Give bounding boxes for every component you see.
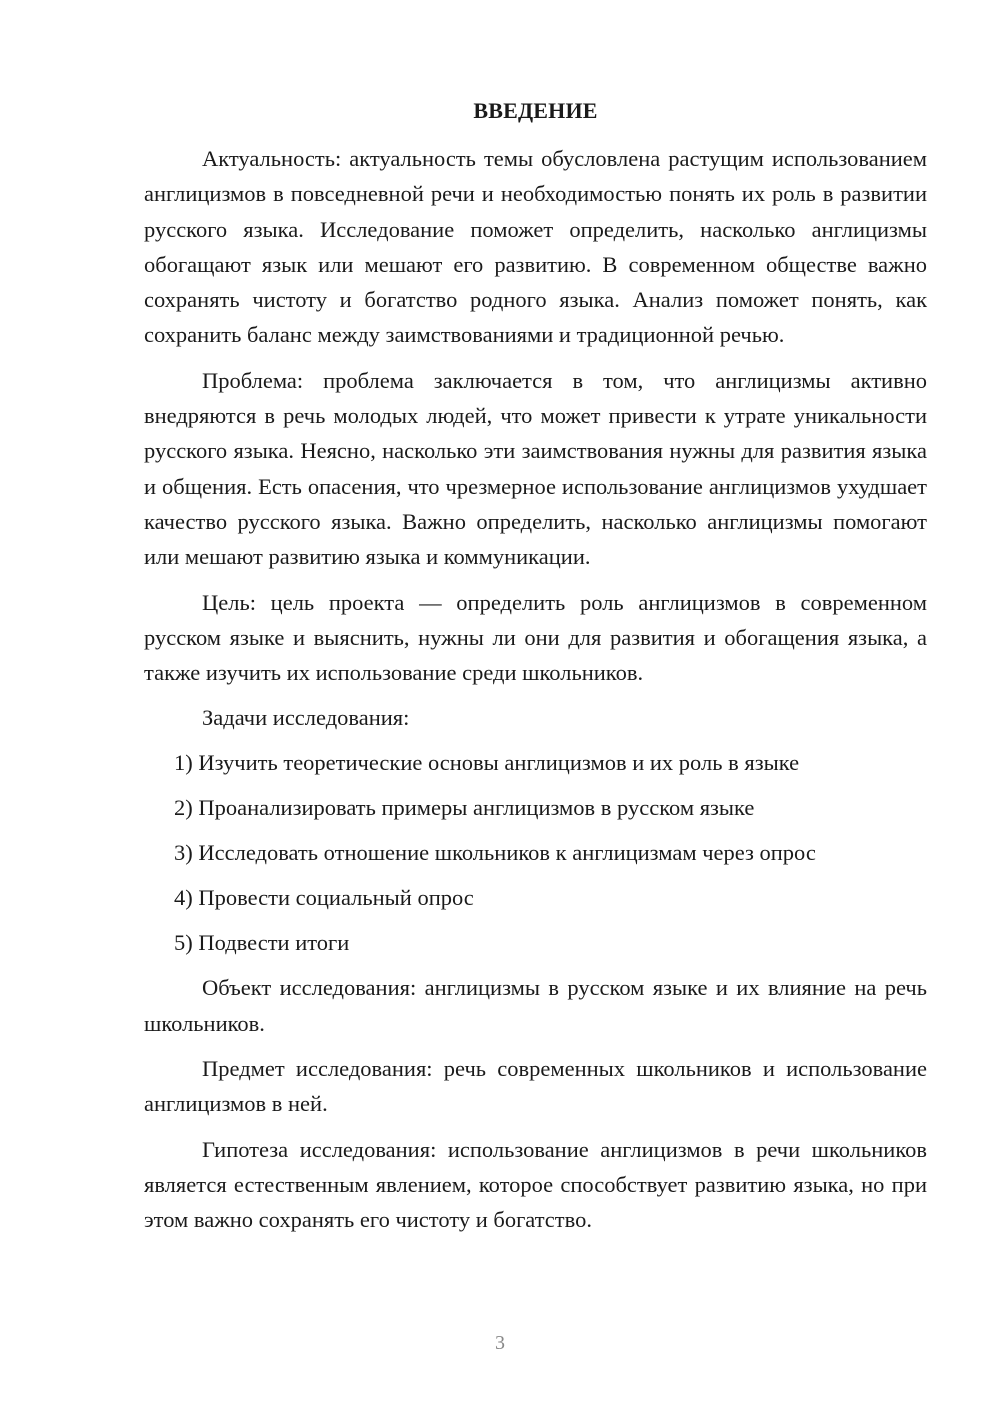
task-item: 1) Изучить теоретические основы англицизмов и их роль в языке (174, 750, 800, 776)
page-heading: ВВЕДЕНИЕ (473, 98, 598, 123)
task-item: 2) Проанализировать примеры англицизмов в русском языке (174, 795, 755, 821)
tasks-list (144, 745, 927, 960)
task-item: 3) Исследовать отношение школьников к англицизмам через опрос (174, 840, 816, 866)
paragraph-subject: Предмет исследования: речь современных школьников и использование англицизмов в ней. (144, 1056, 927, 1117)
paragraph-goal: Цель: цель проекта — определить роль англицизмов в современном русском языке и выяснить, нужны ли они для развития и обогащения языка, а также изучить их использование среди школьников. (144, 589, 927, 686)
page-number: 3 (495, 1332, 505, 1354)
tasks-title: Задачи исследования: (202, 705, 410, 731)
paragraph-relevance: Актуальность: актуальность темы обусловлена растущим использованием англицизмов в повседневной речи и необходимостью понять их роль в развитии русского языка. Исследование поможет определить, насколько англицизмы обогащают язык или мешают его развитию. В современном обществе важно сохранять чистоту и богатство родного языка. Анализ поможет понять, как сохранить баланс между заимствованиями и традиционной речью. (144, 146, 927, 348)
paragraph-hypothesis: Гипотеза исследования: использование англицизмов в речи школьников является естественным явлением, которое способствует развитию языка, но при этом важно сохранять его чистоту и богатство. (144, 1136, 927, 1233)
paragraph-object: Объект исследования: англицизмы в русском языке и их влияние на речь школьников. (144, 975, 927, 1036)
document-page (144, 94, 927, 1248)
task-item: 4) Провести социальный опрос (174, 885, 474, 911)
paragraph-problem: Проблема: проблема заключается в том, что англицизмы активно внедряются в речь молодых людей, что может привести к утрате уникальности русского языка. Неясно, насколько эти заимствования нужны для развития языка и общения. Есть опасения, что чрезмерное использование англицизмов ухудшает качество русского языка. Важно определить, насколько англицизмы помогают или мешают развитию языка и коммуникации. (144, 367, 927, 570)
task-item: 5) Подвести итоги (174, 930, 350, 956)
